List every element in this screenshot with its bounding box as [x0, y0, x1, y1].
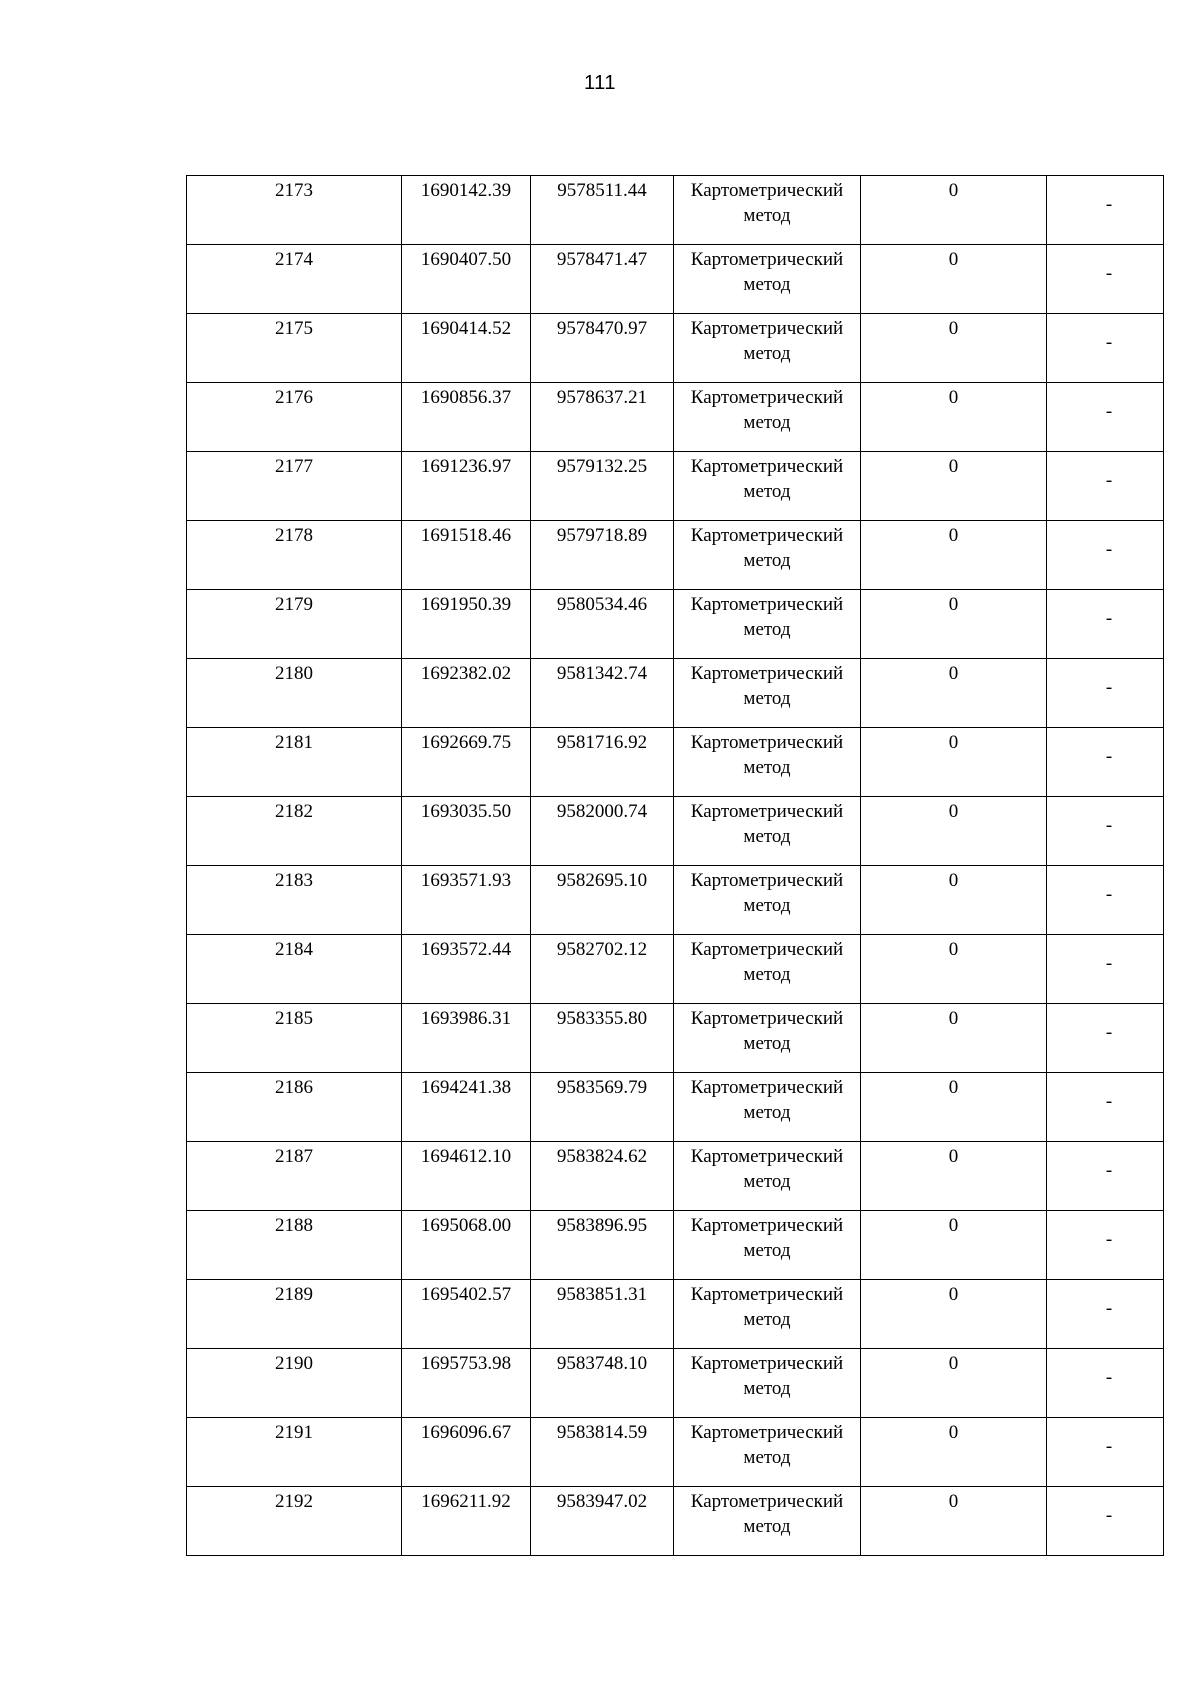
- method-cell-text: Картометрический метод: [690, 249, 844, 295]
- x-coordinate-cell-text: 1695068.00: [420, 1215, 512, 1236]
- y-coordinate-cell-text: 9582000.74: [556, 801, 648, 822]
- x-coordinate-cell-text: 1696096.67: [420, 1422, 512, 1443]
- method-cell: [674, 521, 861, 590]
- y-coordinate-cell: [531, 452, 674, 521]
- y-coordinate-cell: [531, 866, 674, 935]
- note-cell-text: -: [1105, 607, 1113, 629]
- note-cell: [1047, 1349, 1164, 1418]
- point-number-cell-text: 2188: [275, 1215, 313, 1236]
- x-coordinate-cell-text: 1690407.50: [420, 249, 512, 270]
- method-cell: [674, 1004, 861, 1073]
- y-coordinate-cell: [531, 935, 674, 1004]
- x-coordinate-cell-text: 1693571.93: [420, 870, 512, 891]
- point-number-cell-text: 2190: [275, 1353, 313, 1374]
- table-row: [187, 659, 1164, 728]
- y-coordinate-cell-text: 9583896.95: [556, 1215, 648, 1236]
- accuracy-cell-text: 0: [948, 180, 959, 201]
- method-cell: [674, 1211, 861, 1280]
- method-cell-text: Картометрический метод: [690, 1146, 844, 1192]
- note-cell: [1047, 1418, 1164, 1487]
- method-cell-text: Картометрический метод: [690, 180, 844, 226]
- note-cell-text: -: [1105, 469, 1113, 491]
- y-coordinate-cell-text: 9583814.59: [556, 1422, 648, 1443]
- method-cell-text: Картометрический метод: [690, 1422, 844, 1468]
- y-coordinate-cell-text: 9581716.92: [556, 732, 648, 753]
- accuracy-cell-text: 0: [948, 1284, 959, 1305]
- point-number-cell-text: 2183: [275, 870, 313, 891]
- x-coordinate-cell-text: 1692382.02: [420, 663, 512, 684]
- method-cell-text: Картометрический метод: [690, 663, 844, 709]
- point-number-cell-text: 2173: [275, 180, 313, 201]
- point-number-cell: [187, 314, 402, 383]
- point-number-cell: [187, 245, 402, 314]
- x-coordinate-cell: [402, 314, 531, 383]
- note-cell: [1047, 1211, 1164, 1280]
- y-coordinate-cell: [531, 176, 674, 245]
- x-coordinate-cell: [402, 935, 531, 1004]
- x-coordinate-cell: [402, 1142, 531, 1211]
- point-number-cell: [187, 1418, 402, 1487]
- x-coordinate-cell-text: 1696211.92: [421, 1491, 511, 1512]
- note-cell-text: -: [1105, 1504, 1113, 1526]
- accuracy-cell-text: 0: [948, 1077, 959, 1098]
- y-coordinate-cell: [531, 1418, 674, 1487]
- point-number-cell-text: 2185: [275, 1008, 313, 1029]
- x-coordinate-cell: [402, 1418, 531, 1487]
- method-cell-text: Картометрический метод: [690, 801, 844, 847]
- accuracy-cell-text: 0: [948, 525, 959, 546]
- point-number-cell: [187, 1073, 402, 1142]
- note-cell: [1047, 590, 1164, 659]
- accuracy-cell-text: 0: [948, 387, 959, 408]
- accuracy-cell: [861, 866, 1047, 935]
- note-cell: [1047, 797, 1164, 866]
- y-coordinate-cell: [531, 1211, 674, 1280]
- x-coordinate-cell: [402, 452, 531, 521]
- x-coordinate-cell: [402, 659, 531, 728]
- x-coordinate-cell-text: 1694612.10: [420, 1146, 512, 1167]
- table-row: [187, 866, 1164, 935]
- method-cell-text: Картометрический метод: [690, 525, 844, 571]
- accuracy-cell: [861, 245, 1047, 314]
- note-cell: [1047, 1073, 1164, 1142]
- point-number-cell: [187, 728, 402, 797]
- point-number-cell-text: 2176: [275, 387, 313, 408]
- x-coordinate-cell: [402, 1073, 531, 1142]
- accuracy-cell-text: 0: [948, 663, 959, 684]
- y-coordinate-cell: [531, 1142, 674, 1211]
- y-coordinate-cell-text: 9578470.97: [556, 318, 648, 339]
- table-row: [187, 314, 1164, 383]
- note-cell: [1047, 1142, 1164, 1211]
- note-cell: [1047, 314, 1164, 383]
- y-coordinate-cell-text: 9583851.31: [556, 1284, 648, 1305]
- y-coordinate-cell: [531, 1487, 674, 1556]
- table-row: [187, 797, 1164, 866]
- accuracy-cell: [861, 314, 1047, 383]
- note-cell-text: -: [1105, 262, 1113, 284]
- x-coordinate-cell-text: 1692669.75: [420, 732, 512, 753]
- accuracy-cell-text: 0: [948, 870, 959, 891]
- method-cell-text: Картометрический метод: [690, 1491, 844, 1537]
- table-row: [187, 452, 1164, 521]
- accuracy-cell: [861, 1487, 1047, 1556]
- accuracy-cell: [861, 383, 1047, 452]
- note-cell: [1047, 1280, 1164, 1349]
- table-row: [187, 521, 1164, 590]
- x-coordinate-cell: [402, 245, 531, 314]
- note-cell: [1047, 1004, 1164, 1073]
- point-number-cell-text: 2178: [275, 525, 313, 546]
- table-row: [187, 245, 1164, 314]
- x-coordinate-cell-text: 1691950.39: [420, 594, 512, 615]
- note-cell-text: -: [1105, 331, 1113, 353]
- method-cell: [674, 1349, 861, 1418]
- point-number-cell-text: 2182: [275, 801, 313, 822]
- accuracy-cell-text: 0: [948, 456, 959, 477]
- method-cell: [674, 452, 861, 521]
- x-coordinate-cell-text: 1693572.44: [420, 939, 512, 960]
- accuracy-cell: [861, 590, 1047, 659]
- point-number-cell-text: 2191: [275, 1422, 313, 1443]
- accuracy-cell-text: 0: [948, 1215, 959, 1236]
- point-number-cell-text: 2180: [275, 663, 313, 684]
- x-coordinate-cell: [402, 176, 531, 245]
- table-row: [187, 1418, 1164, 1487]
- point-number-cell-text: 2174: [275, 249, 313, 270]
- method-cell: [674, 176, 861, 245]
- y-coordinate-cell-text: 9578637.21: [556, 387, 648, 408]
- note-cell-text: -: [1105, 1228, 1113, 1250]
- y-coordinate-cell: [531, 728, 674, 797]
- y-coordinate-cell-text: 9581342.74: [556, 663, 648, 684]
- y-coordinate-cell-text: 9582695.10: [556, 870, 648, 891]
- accuracy-cell: [861, 1073, 1047, 1142]
- point-number-cell-text: 2175: [275, 318, 313, 339]
- table-row: [187, 1004, 1164, 1073]
- coordinates-table: [186, 175, 1164, 1556]
- point-number-cell: [187, 1349, 402, 1418]
- table-row: [187, 383, 1164, 452]
- note-cell-text: -: [1105, 193, 1113, 215]
- point-number-cell: [187, 452, 402, 521]
- x-coordinate-cell-text: 1691518.46: [420, 525, 512, 546]
- note-cell: [1047, 521, 1164, 590]
- y-coordinate-cell-text: 9579132.25: [556, 456, 648, 477]
- method-cell: [674, 1487, 861, 1556]
- y-coordinate-cell-text: 9583947.02: [556, 1491, 648, 1512]
- method-cell-text: Картометрический метод: [690, 732, 844, 778]
- table-row: [187, 728, 1164, 797]
- method-cell: [674, 383, 861, 452]
- accuracy-cell: [861, 1211, 1047, 1280]
- y-coordinate-cell-text: 9583355.80: [556, 1008, 648, 1029]
- x-coordinate-cell-text: 1690142.39: [420, 180, 512, 201]
- table-body: [187, 176, 1164, 1556]
- point-number-cell-text: 2177: [275, 456, 313, 477]
- accuracy-cell: [861, 1004, 1047, 1073]
- note-cell-text: -: [1105, 1366, 1113, 1388]
- accuracy-cell: [861, 1349, 1047, 1418]
- x-coordinate-cell: [402, 1004, 531, 1073]
- point-number-cell-text: 2187: [275, 1146, 313, 1167]
- method-cell: [674, 1142, 861, 1211]
- method-cell-text: Картометрический метод: [690, 1008, 844, 1054]
- x-coordinate-cell: [402, 521, 531, 590]
- accuracy-cell-text: 0: [948, 732, 959, 753]
- point-number-cell: [187, 176, 402, 245]
- point-number-cell-text: 2189: [275, 1284, 313, 1305]
- table-row: [187, 1349, 1164, 1418]
- note-cell-text: -: [1105, 1090, 1113, 1112]
- note-cell-text: -: [1105, 538, 1113, 560]
- y-coordinate-cell: [531, 797, 674, 866]
- accuracy-cell-text: 0: [948, 1422, 959, 1443]
- table-row: [187, 1280, 1164, 1349]
- accuracy-cell: [861, 935, 1047, 1004]
- note-cell-text: -: [1105, 883, 1113, 905]
- x-coordinate-cell: [402, 1211, 531, 1280]
- y-coordinate-cell-text: 9578471.47: [556, 249, 648, 270]
- x-coordinate-cell-text: 1695402.57: [420, 1284, 512, 1305]
- method-cell: [674, 1073, 861, 1142]
- point-number-cell: [187, 1487, 402, 1556]
- accuracy-cell-text: 0: [948, 1353, 959, 1374]
- method-cell: [674, 728, 861, 797]
- y-coordinate-cell-text: 9578511.44: [557, 180, 647, 201]
- point-number-cell: [187, 1211, 402, 1280]
- x-coordinate-cell-text: 1690856.37: [420, 387, 512, 408]
- note-cell-text: -: [1105, 745, 1113, 767]
- accuracy-cell: [861, 728, 1047, 797]
- point-number-cell: [187, 590, 402, 659]
- y-coordinate-cell: [531, 1280, 674, 1349]
- y-coordinate-cell-text: 9580534.46: [556, 594, 648, 615]
- x-coordinate-cell-text: 1693035.50: [420, 801, 512, 822]
- accuracy-cell-text: 0: [948, 594, 959, 615]
- point-number-cell: [187, 383, 402, 452]
- method-cell-text: Картометрический метод: [690, 1215, 844, 1261]
- y-coordinate-cell: [531, 383, 674, 452]
- note-cell: [1047, 1487, 1164, 1556]
- point-number-cell: [187, 797, 402, 866]
- x-coordinate-cell-text: 1690414.52: [420, 318, 512, 339]
- y-coordinate-cell: [531, 1004, 674, 1073]
- method-cell: [674, 314, 861, 383]
- point-number-cell: [187, 659, 402, 728]
- accuracy-cell: [861, 1280, 1047, 1349]
- table-row: [187, 1487, 1164, 1556]
- accuracy-cell-text: 0: [948, 249, 959, 270]
- x-coordinate-cell-text: 1695753.98: [420, 1353, 512, 1374]
- table-row: [187, 176, 1164, 245]
- point-number-cell-text: 2184: [275, 939, 313, 960]
- table-row: [187, 1142, 1164, 1211]
- method-cell-text: Картометрический метод: [690, 594, 844, 640]
- accuracy-cell-text: 0: [948, 1008, 959, 1029]
- method-cell-text: Картометрический метод: [690, 1077, 844, 1123]
- method-cell: [674, 1418, 861, 1487]
- note-cell: [1047, 866, 1164, 935]
- accuracy-cell: [861, 1418, 1047, 1487]
- point-number-cell-text: 2181: [275, 732, 313, 753]
- point-number-cell: [187, 866, 402, 935]
- point-number-cell-text: 2179: [275, 594, 313, 615]
- x-coordinate-cell-text: 1691236.97: [420, 456, 512, 477]
- method-cell-text: Картометрический метод: [690, 870, 844, 916]
- note-cell: [1047, 452, 1164, 521]
- y-coordinate-cell-text: 9579718.89: [556, 525, 648, 546]
- accuracy-cell-text: 0: [948, 1491, 959, 1512]
- method-cell: [674, 935, 861, 1004]
- y-coordinate-cell: [531, 659, 674, 728]
- note-cell: [1047, 659, 1164, 728]
- accuracy-cell-text: 0: [948, 1146, 959, 1167]
- x-coordinate-cell: [402, 1349, 531, 1418]
- point-number-cell: [187, 1280, 402, 1349]
- method-cell-text: Картометрический метод: [690, 318, 844, 364]
- method-cell-text: Картометрический метод: [690, 1353, 844, 1399]
- note-cell: [1047, 176, 1164, 245]
- point-number-cell: [187, 521, 402, 590]
- method-cell: [674, 797, 861, 866]
- point-number-cell-text: 2192: [275, 1491, 313, 1512]
- x-coordinate-cell: [402, 383, 531, 452]
- accuracy-cell-text: 0: [948, 939, 959, 960]
- note-cell-text: -: [1105, 952, 1113, 974]
- x-coordinate-cell-text: 1693986.31: [420, 1008, 512, 1029]
- y-coordinate-cell-text: 9583824.62: [556, 1146, 648, 1167]
- method-cell: [674, 245, 861, 314]
- note-cell-text: -: [1105, 1297, 1113, 1319]
- note-cell-text: -: [1105, 400, 1113, 422]
- method-cell-text: Картометрический метод: [690, 1284, 844, 1330]
- note-cell-text: -: [1105, 676, 1113, 698]
- note-cell-text: -: [1105, 814, 1113, 836]
- y-coordinate-cell: [531, 245, 674, 314]
- point-number-cell: [187, 1004, 402, 1073]
- x-coordinate-cell: [402, 590, 531, 659]
- note-cell: [1047, 245, 1164, 314]
- y-coordinate-cell: [531, 521, 674, 590]
- point-number-cell: [187, 935, 402, 1004]
- y-coordinate-cell: [531, 590, 674, 659]
- method-cell-text: Картометрический метод: [690, 387, 844, 433]
- table-row: [187, 935, 1164, 1004]
- table-row: [187, 1073, 1164, 1142]
- x-coordinate-cell: [402, 1280, 531, 1349]
- point-number-cell: [187, 1142, 402, 1211]
- table-row: [187, 590, 1164, 659]
- note-cell-text: -: [1105, 1159, 1113, 1181]
- x-coordinate-cell: [402, 797, 531, 866]
- x-coordinate-cell: [402, 866, 531, 935]
- method-cell-text: Картометрический метод: [690, 456, 844, 502]
- note-cell: [1047, 935, 1164, 1004]
- accuracy-cell-text: 0: [948, 801, 959, 822]
- table-row: [187, 1211, 1164, 1280]
- accuracy-cell: [861, 521, 1047, 590]
- x-coordinate-cell-text: 1694241.38: [420, 1077, 512, 1098]
- note-cell-text: -: [1105, 1021, 1113, 1043]
- method-cell: [674, 590, 861, 659]
- accuracy-cell: [861, 452, 1047, 521]
- accuracy-cell-text: 0: [948, 318, 959, 339]
- y-coordinate-cell: [531, 1349, 674, 1418]
- y-coordinate-cell: [531, 314, 674, 383]
- method-cell: [674, 659, 861, 728]
- accuracy-cell: [861, 176, 1047, 245]
- y-coordinate-cell: [531, 1073, 674, 1142]
- note-cell: [1047, 728, 1164, 797]
- note-cell: [1047, 383, 1164, 452]
- x-coordinate-cell: [402, 1487, 531, 1556]
- method-cell-text: Картометрический метод: [690, 939, 844, 985]
- point-number-cell-text: 2186: [275, 1077, 313, 1098]
- y-coordinate-cell-text: 9582702.12: [556, 939, 648, 960]
- accuracy-cell: [861, 797, 1047, 866]
- x-coordinate-cell: [402, 728, 531, 797]
- method-cell: [674, 866, 861, 935]
- page-number: 111: [584, 72, 616, 94]
- y-coordinate-cell-text: 9583748.10: [556, 1353, 648, 1374]
- method-cell: [674, 1280, 861, 1349]
- accuracy-cell: [861, 1142, 1047, 1211]
- y-coordinate-cell-text: 9583569.79: [556, 1077, 648, 1098]
- accuracy-cell: [861, 659, 1047, 728]
- note-cell-text: -: [1105, 1435, 1113, 1457]
